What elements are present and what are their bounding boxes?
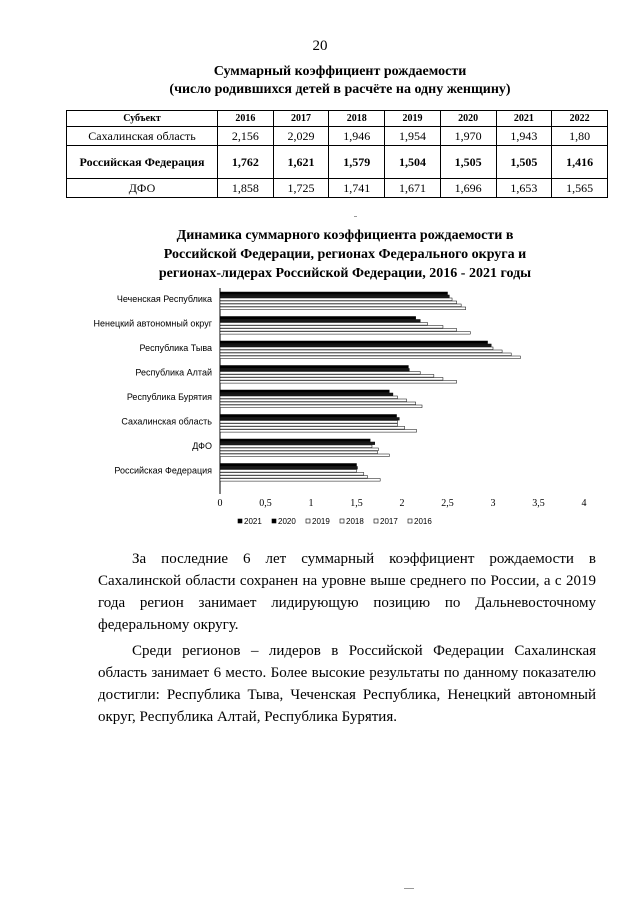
table-cell: 2,156 <box>218 127 274 146</box>
bar-2021 <box>220 341 488 344</box>
paragraph-1: За последние 6 лет суммарный коэффициент рождаемости в Сахалинской области сохранен на уровне выше среднего по России, а с 2019 года регион занимает лидирующую позицию по Дальневосточному федеральному округу. <box>98 551 596 633</box>
table-cell: 1,696 <box>440 179 496 198</box>
category-label: Ненецкий автономный округ <box>93 318 212 329</box>
bar-2019 <box>220 396 397 399</box>
bar-2018 <box>220 301 457 304</box>
table-cell: 1,943 <box>496 127 552 146</box>
bar-2019 <box>220 298 452 301</box>
bar-2017 <box>220 329 457 332</box>
bar-2020 <box>220 418 399 421</box>
row-subject: Сахалинская область <box>67 127 218 146</box>
legend-swatch-2017 <box>374 519 378 523</box>
chart-title-line-1: Динамика суммарного коэффициента рождаемости в <box>176 228 514 243</box>
legend-label: 2019 <box>312 517 330 526</box>
bar-2020 <box>220 295 449 298</box>
category-label: ДФО <box>192 441 212 451</box>
bar-2020 <box>220 442 375 445</box>
bar-2017 <box>220 402 416 405</box>
table-cell: 1,504 <box>385 146 441 179</box>
bar-2018 <box>220 448 378 451</box>
paragraph-2: Среди регионов – лидеров в Российской Федерации Сахалинская область занимает 6 место. Более высокие результаты по данному показателю достигли: Республика Тыва, Чеченская Республика, Ненецкий автономный округ, Республика Алтай, Республика Бурятия. <box>98 643 596 725</box>
table-cell: 1,565 <box>552 179 608 198</box>
legend-label: 2016 <box>414 517 432 526</box>
bar-2019 <box>220 347 493 350</box>
scan-speck <box>404 888 414 889</box>
x-tick-label: 2 <box>399 498 405 509</box>
bar-2016 <box>220 356 520 359</box>
bar-2017 <box>220 451 377 454</box>
table-cell: 1,505 <box>440 146 496 179</box>
legend-label: 2017 <box>380 517 398 526</box>
table-row <box>67 179 608 198</box>
bar-2016 <box>220 405 422 408</box>
bar-2017 <box>220 427 405 430</box>
bar-2020 <box>220 320 420 323</box>
bar-2019 <box>220 470 357 473</box>
bar-2018 <box>220 473 364 476</box>
bar-2018 <box>220 326 443 329</box>
bar-2020 <box>220 467 357 470</box>
row-subject: Российская Федерация <box>67 146 218 179</box>
bar-2021 <box>220 415 397 418</box>
bar-2021 <box>220 439 370 442</box>
table-cell: 1,671 <box>385 179 441 198</box>
x-tick-label: 2,5 <box>441 498 454 509</box>
legend-swatch-2018 <box>340 519 344 523</box>
x-tick-label: 0 <box>217 498 223 509</box>
bar-2016 <box>220 381 457 384</box>
header-year: 2016 <box>218 111 274 127</box>
table-cell: 1,653 <box>496 179 552 198</box>
table-row <box>67 146 608 179</box>
bar-2019 <box>220 372 420 375</box>
bar-2017 <box>220 353 511 356</box>
category-label: Российская Федерация <box>114 465 212 476</box>
table-cell: 1,946 <box>329 127 385 146</box>
x-tick-label: 1 <box>308 498 314 509</box>
bar-2021 <box>220 390 389 393</box>
scan-speck <box>354 216 357 217</box>
table-title <box>60 63 620 99</box>
fertility-table <box>66 110 608 198</box>
legend-swatch-2019 <box>306 519 310 523</box>
chart-title-line-3: регионах-лидерах Российской Федерации, 2016 - 2021 годы <box>158 266 532 281</box>
table-cell: 1,80 <box>552 127 608 146</box>
header-year: 2019 <box>385 111 441 127</box>
category-label: Республика Бурятия <box>126 392 212 402</box>
bar-2018 <box>220 399 407 402</box>
x-tick-label: 0,5 <box>259 498 272 509</box>
category-label: Республика Тыва <box>139 343 212 353</box>
bar-2018 <box>220 350 502 353</box>
header-year: 2022 <box>552 111 608 127</box>
legend-label: 2020 <box>278 517 296 526</box>
table-cell: 1,579 <box>329 146 385 179</box>
bar-2020 <box>220 369 409 372</box>
bar-2018 <box>220 375 434 378</box>
legend-label: 2018 <box>346 517 364 526</box>
category-label: Сахалинская область <box>121 416 212 427</box>
table-cell: 1,858 <box>218 179 274 198</box>
table-cell: 2,029 <box>273 127 329 146</box>
bar-2020 <box>220 344 491 347</box>
x-tick-label: 3 <box>490 498 496 509</box>
legend-swatch-2021 <box>238 519 242 523</box>
table-cell: 1,416 <box>552 146 608 179</box>
bar-2016 <box>220 430 417 433</box>
bar-2017 <box>220 378 443 381</box>
bar-2019 <box>220 421 397 424</box>
chart-title-line-2: Российской Федерации, регионах Федерального округа и <box>163 247 527 262</box>
table-cell: 1,505 <box>496 146 552 179</box>
bar-2021 <box>220 317 416 320</box>
bar-2021 <box>220 366 408 369</box>
bar-2019 <box>220 445 372 448</box>
header-year: 2017 <box>273 111 329 127</box>
table-cell: 1,621 <box>273 146 329 179</box>
bar-2021 <box>220 464 357 467</box>
header-subject: Субъект <box>67 111 218 127</box>
table-header-row <box>67 111 608 127</box>
legend-swatch-2016 <box>408 519 412 523</box>
bar-2018 <box>220 424 397 427</box>
bar-2021 <box>220 292 448 295</box>
bar-2020 <box>220 393 393 396</box>
table-title-line-2: (число родившихся детей в расчёте на одну женщину) <box>169 82 511 97</box>
category-label: Чеченская Республика <box>116 294 212 304</box>
header-year: 2018 <box>329 111 385 127</box>
bar-2016 <box>220 332 470 335</box>
bar-2017 <box>220 304 461 307</box>
table-title-line-1: Суммарный коэффициент рождаемости <box>213 64 467 79</box>
table-cell: 1,970 <box>440 127 496 146</box>
header-year: 2020 <box>440 111 496 127</box>
table-cell: 1,954 <box>385 127 441 146</box>
table-row <box>67 127 608 146</box>
bar-2016 <box>220 479 380 482</box>
legend-swatch-2020 <box>272 519 276 523</box>
row-subject: ДФО <box>67 179 218 198</box>
x-tick-label: 1,5 <box>350 498 363 509</box>
bar-2017 <box>220 476 367 479</box>
x-tick-label: 3,5 <box>532 498 545 509</box>
fertility-bar-chart <box>60 282 600 532</box>
bar-2016 <box>220 307 466 310</box>
bar-2016 <box>220 454 389 457</box>
header-year: 2021 <box>496 111 552 127</box>
x-tick-label: 4 <box>581 498 587 509</box>
category-label: Республика Алтай <box>135 367 212 378</box>
chart-title <box>100 226 590 283</box>
legend-label: 2021 <box>244 517 262 526</box>
table-cell: 1,725 <box>273 179 329 198</box>
page-number: 20 <box>312 38 328 54</box>
table-cell: 1,762 <box>218 146 274 179</box>
bar-2019 <box>220 323 427 326</box>
table-cell: 1,741 <box>329 179 385 198</box>
